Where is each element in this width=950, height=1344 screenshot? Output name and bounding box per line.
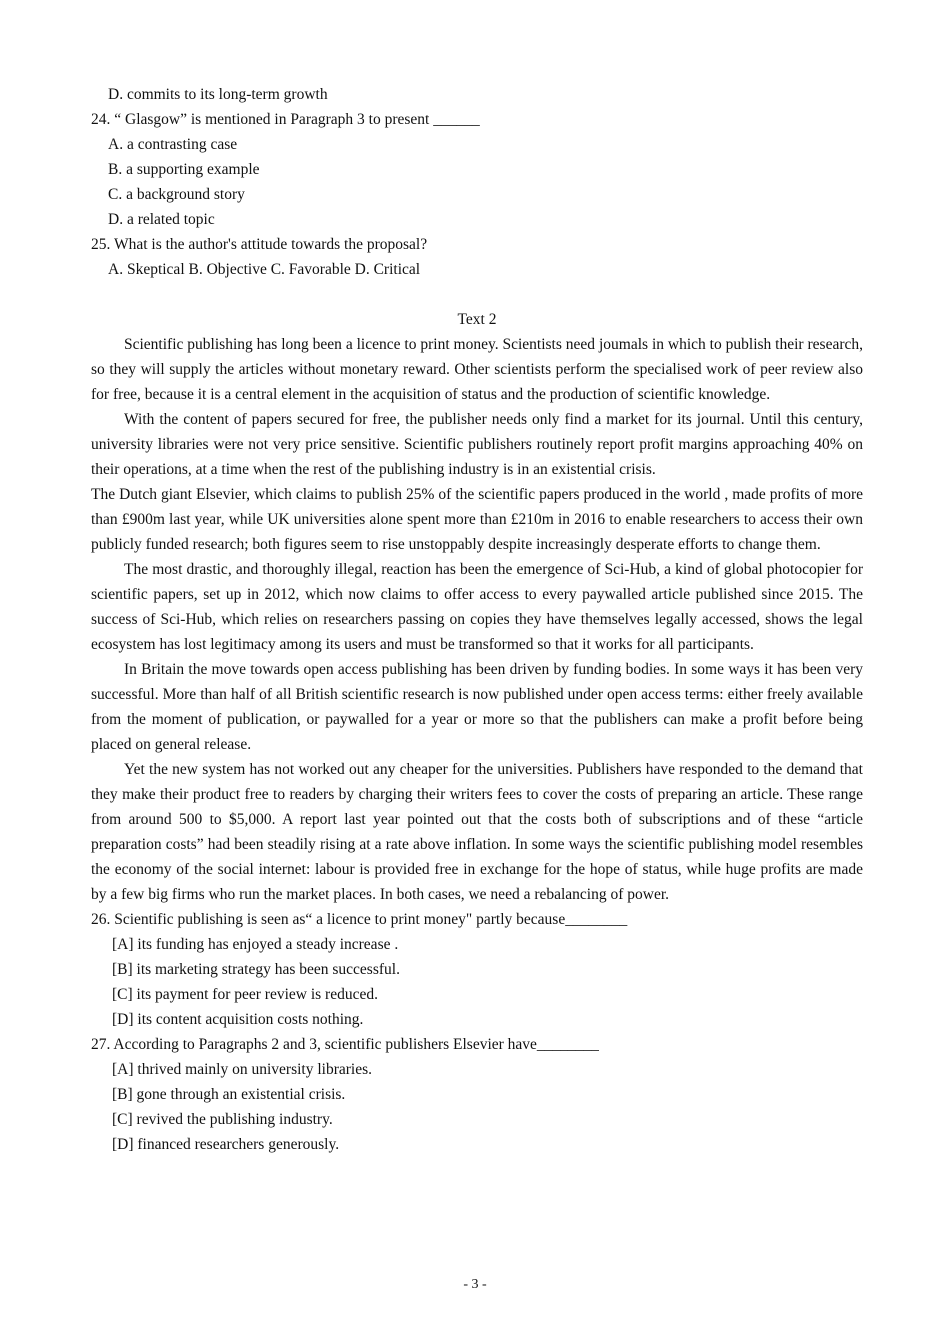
q26-option-c: [C] its payment for peer review is reduced. <box>112 986 378 1003</box>
text2-paragraph-5: In Britain the move towards open access publishing has been driven by funding bodies. In some ways it has been very successful. More than half of all British scientific research is now published under open access terms: either freely available from the moment of publication, or paywalled for a year or more so that the publishers can make a profit before being placed on general release. <box>91 661 863 753</box>
q26-option-b: [B] its marketing strategy has been successful. <box>112 961 400 978</box>
spacer <box>91 282 863 307</box>
q26-stem: 26. Scientific publishing is seen as“ a licence to print money" partly because________ <box>91 911 628 928</box>
q27-option-a: [A] thrived mainly on university libraries. <box>112 1061 372 1078</box>
q27-stem: 27. According to Paragraphs 2 and 3, scientific publishers Elsevier have________ <box>91 1036 599 1053</box>
q25-options: A. Skeptical B. Objective C. Favorable D. Critical <box>108 261 421 278</box>
q25-stem: 25. What is the author's attitude towards the proposal? <box>91 236 428 253</box>
text2-paragraph-3: The Dutch giant Elsevier, which claims to publish 25% of the scientific papers produced in the world , made profits of more than £900m last year, while UK universities alone spent more than £210m in 2016 to enable researchers to access their own publicly funded research; both figures seem to rise unstoppably despite increasingly desperate efforts to change them. <box>91 486 863 553</box>
q24-option-d: D. a related topic <box>108 211 215 228</box>
text2-paragraph-1: Scientific publishing has long been a licence to print money. Scientists need joumals in which to publish their research, so they will supply the articles without monetary reward. Other scientists perform the specialised work of peer review also for free, because it is a central element in the acquisition of status and the production of scientific knowledge. <box>91 336 863 403</box>
page-number: - 3 - <box>463 1277 487 1292</box>
q24-option-a: A. a contrasting case <box>108 136 238 153</box>
q27-option-b: [B] gone through an existential crisis. <box>112 1086 346 1103</box>
text2-paragraph-2: With the content of papers secured for free, the publisher needs only find a market for its journal. Until this century, university libraries were not very price sensitive. Scientific publishers routinely report profit margins approaching 40% on their operations, at a time when the rest of the publishing industry is in an existential crisis. <box>91 411 863 478</box>
prev-question-option-d: D. commits to its long-term growth <box>108 86 328 103</box>
q26-option-a: [A] its funding has enjoyed a steady increase . <box>112 936 399 953</box>
exam-page <box>91 82 863 1157</box>
q26-option-d: [D] its content acquisition costs nothing. <box>112 1011 364 1028</box>
q27-option-c: [C] revived the publishing industry. <box>112 1111 333 1128</box>
text2-paragraph-6: Yet the new system has not worked out any cheaper for the universities. Publishers have responded to the demand that they make their product free to readers by charging their writers fees to cover the costs of preparing an article. These range from around 500 to $5,000. A report last year pointed out that the costs both of subscriptions and of these “article preparation costs” had been steadily rising at a rate above inflation. In some ways the scientific publishing model resembles the economy of the social internet: labour is provided free in exchange for the hope of status, while huge profits are made by a few big firms who run the market places. In both cases, we need a rebalancing of power. <box>91 761 863 903</box>
q24-stem: 24. “ Glasgow” is mentioned in Paragraph 3 to present ______ <box>91 111 480 128</box>
text2-title: Text 2 <box>457 311 497 328</box>
text2-paragraph-4: The most drastic, and thoroughly illegal, reaction has been the emergence of Sci-Hub, a kind of global photocopier for scientific papers, set up in 2012, which now claims to offer access to every paywalled article published since 2015. The success of Sci-Hub, which relies on researchers passing on copies they have themselves legally accessed, shows the legal ecosystem has lost legitimacy among its users and must be transformed so that it works for all participants. <box>91 561 863 653</box>
q27-option-d: [D] financed researchers generously. <box>112 1136 340 1153</box>
q24-option-b: B. a supporting example <box>108 161 260 178</box>
q24-option-c: C. a background story <box>108 186 245 203</box>
